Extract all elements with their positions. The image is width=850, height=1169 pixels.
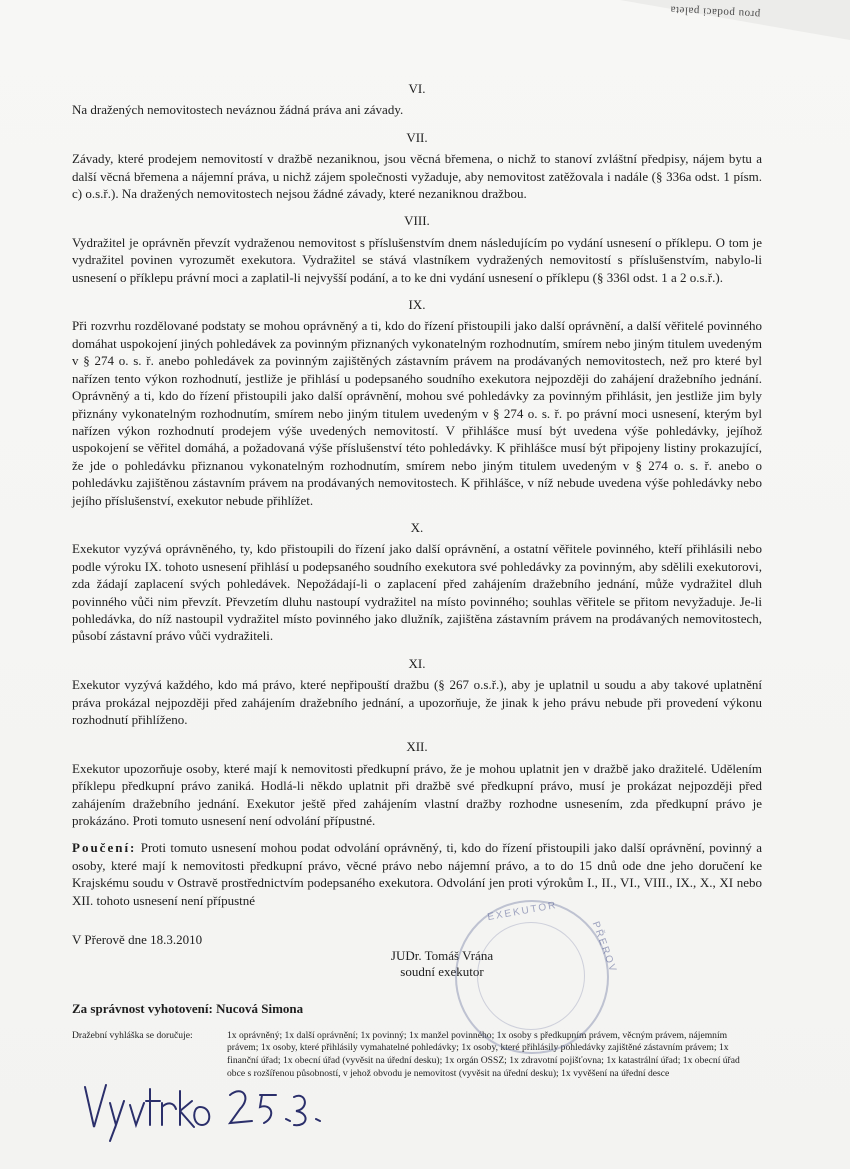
handwritten-text: Vyvěšeno 25. 3. 2010	[80, 1143, 89, 1144]
section-ix	[72, 296, 762, 509]
instruction-label: Poučení:	[72, 840, 137, 856]
signer-name: JUDr. Tomáš Vrána	[390, 948, 494, 964]
section-heading: X.	[410, 519, 424, 535]
handwritten-note	[80, 1075, 340, 1145]
section-vii	[72, 129, 762, 203]
section-heading: XII.	[406, 739, 428, 755]
delivery-recipients: 1x oprávněný; 1x další oprávnění; 1x povinný; 1x manžel povinného; 1x osoby s předkupním právem, věcným právem, nájemním právem; 1x osoby, které přihlásily vymahatelné pohledávky; 1x osoby, které přihlásily pohledávky zajištěné zástavním právem; 1x finanční úřad; 1x obecní úřad (vyvěsit na úřední desku); 1x orgán OSSZ; 1x zdravotní pojišťovna; 1x katastrální úřad; 1x obecní úřad obce s rozšířenou působností, v jehož obvodu je nemovitost (vyvěsit na úřední desku); 1x vyvěšení na úřední desce	[227, 1029, 740, 1079]
stamp-side-text: PŘEROV	[589, 920, 619, 975]
section-heading: XI.	[408, 655, 426, 671]
section-text: Exekutor vyzývá oprávněného, ty, kdo přistoupili do řízení jako další oprávnění, a ostatní věřitele povinného, kteří přihlásili nebo podle výroku IX. tohoto usnesení přihlásí u podepsaného soudního exekutora své pohledávky za povinným, aby sdělili exekutorovi, zda žádají zaplacení svých pohledávek. Nepožádají-li o zaplacení před zahájením dražebního jednání, může vydražitel dluh povinného vůči nim převzít. Převzetím dluhu nastoupí vydražitel na místo povinného; souhlas věřitele se přitom nevyžaduje. Je-li pohledávka, do níž nastoupil vydražitel místo povinného jako dlužník, zajištěna zástavním právem na prodávaných nemovitostech, působí zástavní právo vůči vydražiteli.	[72, 541, 762, 644]
section-xi	[72, 655, 762, 729]
instruction-text: Proti tomuto usnesení mohou podat odvolání oprávněný, ti, kdo do řízení přistoupili jako další oprávnění, povinný a osoby, které mají k nemovitosti předkupní právo, věcné právo nebo nájemní právo, a to do 15 dnů ode dne jeho doručení ke Krajskému soudu v Ostravě prostřednictvím podepsaného exekutora. Odvolání jen proti výrokům I., II., VI., VIII., IX., X., XI nebo XII. tohoto usnesení není přípustné	[72, 840, 762, 908]
section-text: Exekutor upozorňuje osoby, které mají k nemovitosti předkupní právo, že je mohou uplatnit jen v dražbě jako dražitelé. Udělením příklepu předkupní právo zaniká. Hodlá-li někdo uplatnit při dražbě své předkupní právo, musí je prokázat nejpozději před zahájením dražebního jednání. Exekutor ještě před zahájením vlastní dražby rozhodne usnesením, zda předkupní právo je prokázáno. Proti tomuto usnesení není odvolání přípustné.	[72, 760, 762, 829]
document-body	[72, 80, 762, 1080]
section-xii	[72, 738, 762, 829]
delivery-label: Dražební vyhláška se doručuje:	[72, 1029, 193, 1041]
signer-role: soudní exekutor	[400, 964, 484, 980]
corner-stamp-text: prou podaci paleta	[669, 3, 761, 21]
section-viii	[72, 212, 762, 286]
section-heading: VI.	[408, 81, 426, 96]
delivery-list	[72, 1030, 762, 1080]
section-text: Vydražitel je oprávněn převzít vydraženou nemovitost s příslušenstvím dnem následujícím po vydání usnesení o příklepu. O tom je vydražitel povinen vyrozumět exekutora. Vydražitel se stává vlastníkem vydražených nemovitostí s příslušenstvím, nabylo-li usnesení o příklepu právní moci a zaplatil-li nejvyšší podání, a to ke dni vydání usnesení o příklepu (§ 336l odst. 1 a 2 o.s.ř.).	[72, 234, 762, 285]
correctness-note: Za správnost vyhotovení: Nucová Simona	[72, 1001, 304, 1017]
section-heading: VII.	[406, 129, 428, 145]
section-vi	[72, 80, 762, 119]
stamp-inner-ring	[477, 922, 585, 1030]
section-heading: VIII.	[404, 213, 430, 229]
issue-date: V Přerově dne 18.3.2010	[72, 932, 203, 948]
instruction-paragraph	[72, 839, 762, 909]
section-text: Závady, které prodejem nemovitostí v dražbě nezaniknou, jsou věcná břemena, o nichž to stanoví zvláštní předpisy, nájem bytu a další věcná břemena a nájemní práva, u nichž zájem společnosti vyžaduje, aby nemovitost zatěžovala i nadále (§ 336a odst. 1 písm. c) o.s.ř.). Na dražených nemovitostech nejsou žádné závady, které nezaniknou dražbou.	[72, 151, 762, 202]
section-text: Při rozvrhu rozdělované podstaty se mohou oprávněný a ti, kdo do řízení přistoupili jako další oprávnění, a další věřitelé povinného domáhat uspokojení jiných pohledávek za povinným přiznaných vykonatelným rozhodnutím, smírem nebo jiným titulem uvedeným v § 274 o. s. ř. anebo pohledávek za povinným zajištěných zástavním právem na prodávaných nemovitostech, než pro které byl nařízen tento výkon rozhodnutí, jestliže je přihlásí u podepsaného soudního exekutora nejpozději do zahájení dražebního jednání. Oprávněný a ti, kdo do řízení přistoupili jako další oprávnění, mohou své pohledávky za povinným přihlásit, jen jestliže jim byly přiznány vykonatelným rozhodnutím, smírem nebo jiným titulem uvedeným v § 274 o. s. ř. po právní moci usnesení, kterým byl nařízen výkon rozhodnutí prodejem výše uvedených nemovitostí. V přihlášce musí být uvedena výše pohledávky, jejíhož uspokojení se věřitel domáhá, a požadovaná výše příslušenství této pohledávky. K přihlášce musí být připojeny listiny prokazující, že jde o pohledávku přiznanou vykonatelným rozhodnutím, smírem nebo jiným titulem uvedeným v § 274 o. s. ř. anebo o pohledávku zajištěnou zástavním právem na prodávaných nemovitostech. K přihlášce, v níž nebude uvedena výše pohledávky nebo jejího příslušenství, exekutor nebude přihlížet.	[72, 318, 762, 508]
section-heading: IX.	[408, 297, 426, 313]
section-text: Exekutor vyzývá každého, kdo má právo, které nepřipouští dražbu (§ 267 o.s.ř.), aby je uplatnil u soudu a aby takové uplatnění práva prokázal nejpozději před zahájením dražebního jednání, a upozorňuje, že jinak k jeho právu nebude při provedení výkonu rozhodnutí přihlíženo.	[72, 677, 762, 727]
folded-corner	[620, 0, 850, 40]
stamp-top-text: EXEKUTOR	[486, 899, 559, 924]
official-stamp	[455, 899, 619, 1054]
section-text: Na dražených nemovitostech neváznou žádná práva ani závady.	[72, 102, 404, 118]
section-x	[72, 519, 762, 645]
